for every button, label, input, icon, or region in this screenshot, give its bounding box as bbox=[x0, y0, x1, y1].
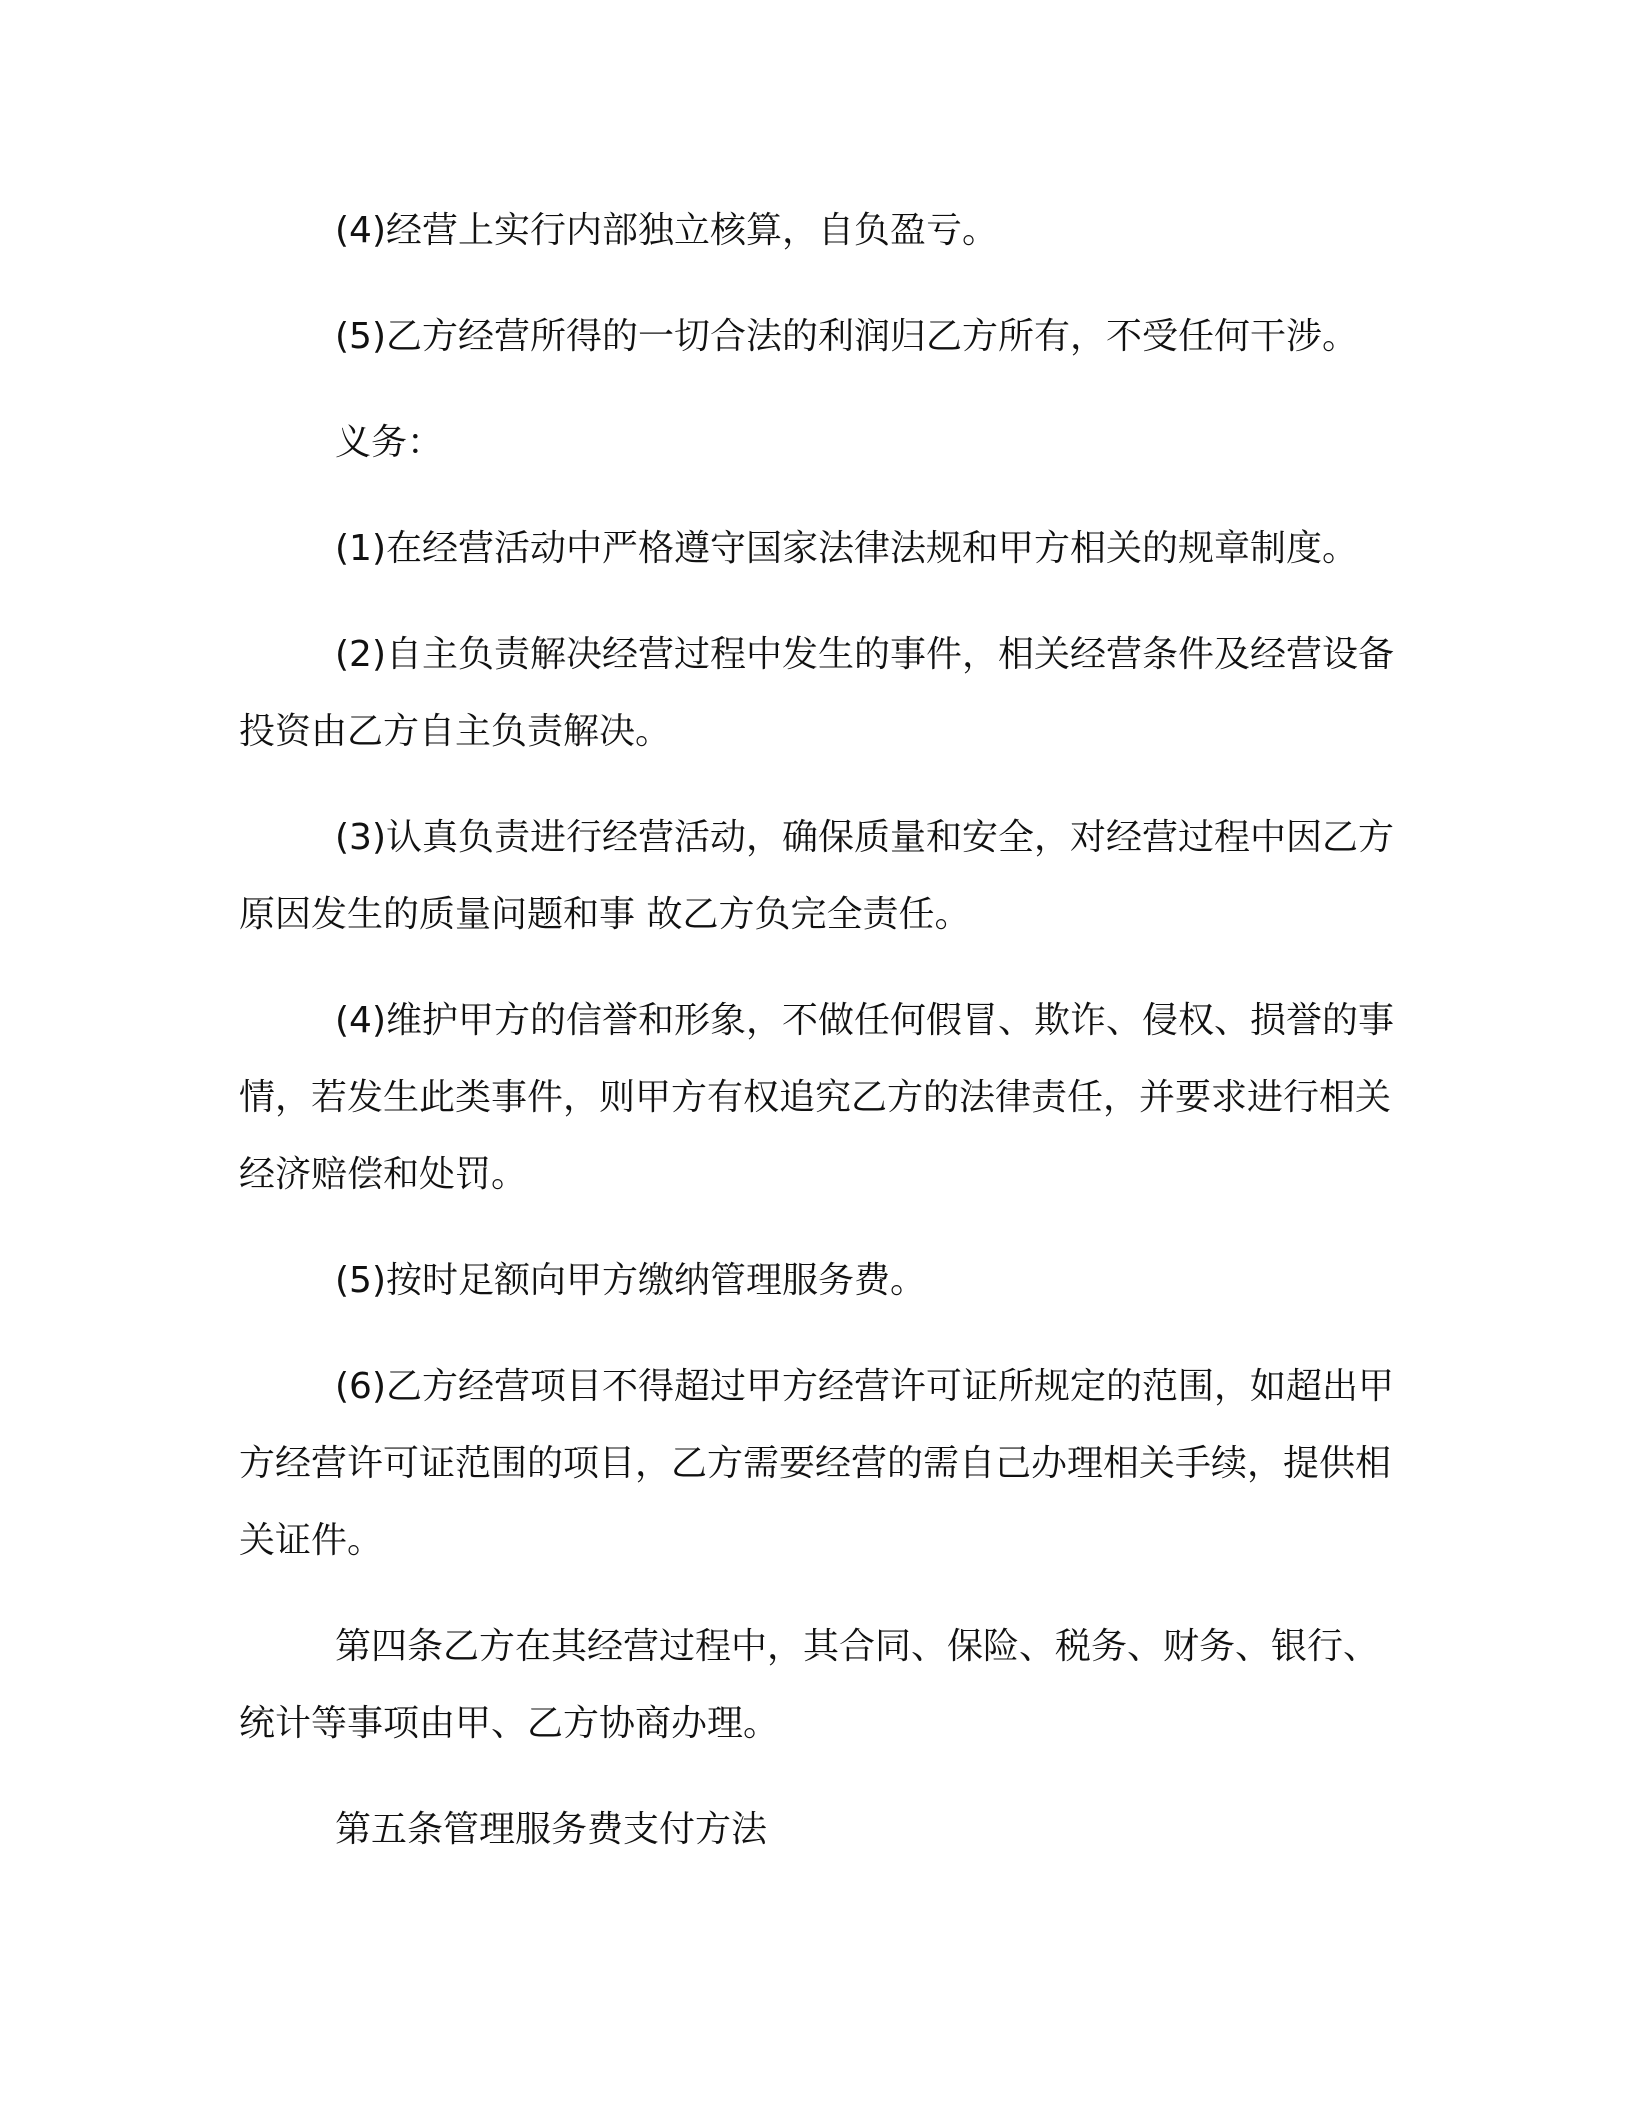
paragraph-obligation-5: (5)按时足额向甲方缴纳管理服务费。 bbox=[335, 1260, 926, 1301]
paragraph-obligation-1: (1)在经营活动中严格遵守国家法律法规和甲方相关的规章制度。 bbox=[335, 528, 1358, 569]
paragraph-obligation-3: (3)认真负责进行经营活动，确保质量和安全，对经营过程中因乙方原因发生的质量问题和事 故乙方负完全责任。 bbox=[239, 817, 1394, 935]
heading-obligations: 义务： bbox=[335, 422, 444, 463]
paragraph-article-4: 第四条乙方在其经营过程中，其合同、保险、税务、财务、银行、统计等事项由甲、乙方协商办理。 bbox=[239, 1626, 1380, 1744]
paragraph-profit-ownership: (5)乙方经营所得的一切合法的利润归乙方所有，不受任何干涉。 bbox=[335, 316, 1358, 357]
paragraph-obligation-4: (4)维护甲方的信誉和形象，不做任何假冒、欺诈、侵权、损誉的事情，若发生此类事件，则甲方有权追究乙方的法律责任，并要求进行相关经济赔偿和处罚。 bbox=[239, 1000, 1394, 1195]
paragraph-obligation-2: (2)自主负责解决经营过程中发生的事件，相关经营条件及经营设备投资由乙方自主负责解决。 bbox=[239, 634, 1394, 752]
paragraph-obligation-6: (6)乙方经营项目不得超过甲方经营许可证所规定的范围，如超出甲方经营许可证范围的项目，乙方需要经营的需自己办理相关手续，提供相关证件。 bbox=[239, 1366, 1394, 1561]
document-body bbox=[239, 192, 1399, 1868]
heading-article-5: 第五条管理服务费支付方法 bbox=[335, 1809, 768, 1850]
paragraph-self-accounting: (4)经营上实行内部独立核算，自负盈亏。 bbox=[335, 210, 998, 251]
